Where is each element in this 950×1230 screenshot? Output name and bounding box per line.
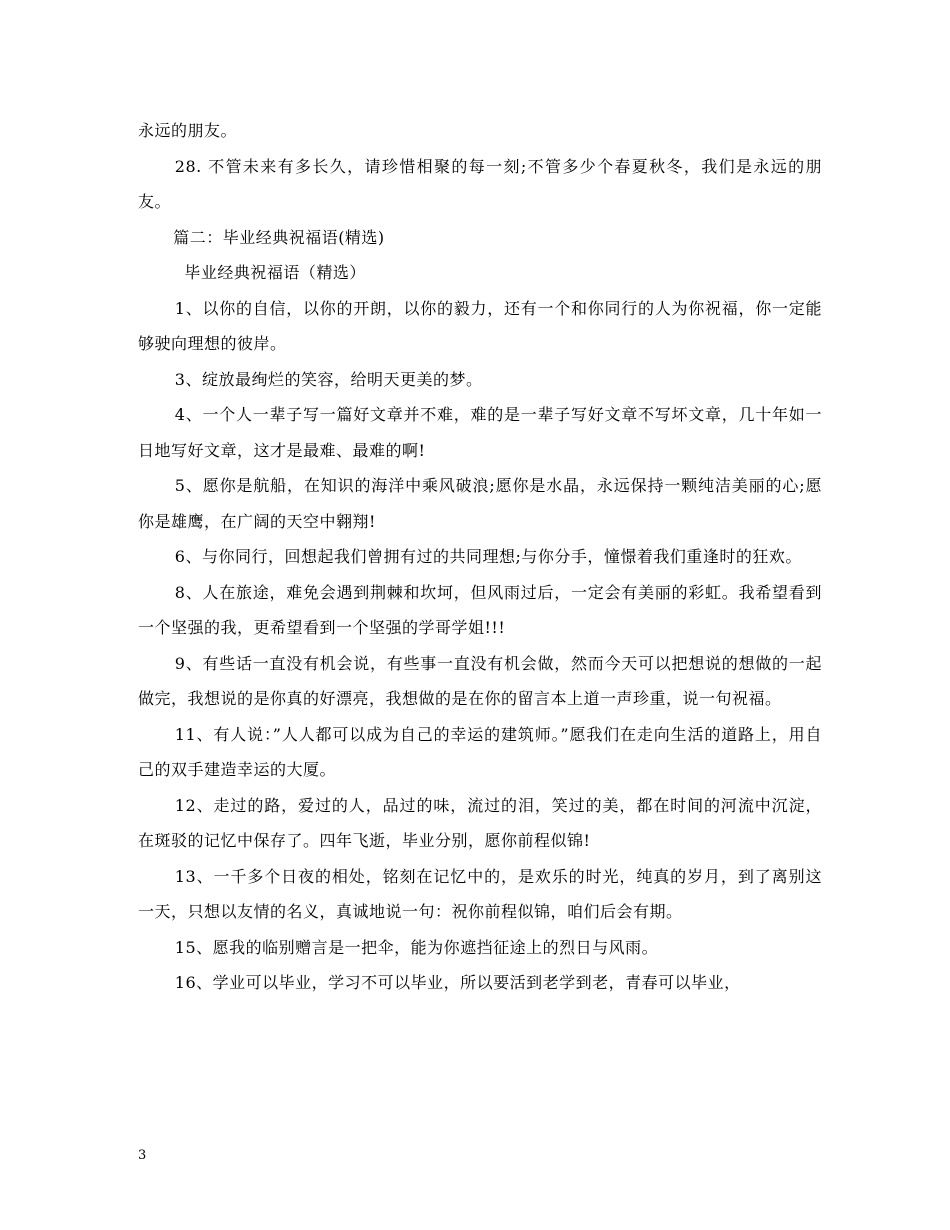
paragraph-item-12: 12、走过的路，爱过的人，品过的味，流过的泪，笑过的美，都在时间的河流中沉淀，在斑驳的记忆中保存了。四年飞逝，毕业分别，愿你前程似锦!: [138, 795, 822, 850]
paragraph-item-28: 28. 不管未来有多长久，请珍惜相聚的每一刻;不管多少个春夏秋冬，我们是永远的朋友。: [138, 156, 822, 211]
document-body: [138, 113, 822, 1001]
paragraph-item-5: 5、愿你是航船，在知识的海洋中乘风破浪;愿你是水晶，永远保持一颗纯洁美丽的心;愿你是雄鹰，在广阔的天空中翱翔!: [138, 476, 822, 531]
paragraph-item-16: 16、学业可以毕业，学习不可以毕业，所以要活到老学到老，青春可以毕业，: [174, 973, 741, 992]
paragraph-item-1: 1、以你的自信，以你的开朗，以你的毅力，还有一个和你同行的人为你祝福，你一定能够驶向理想的彼岸。: [138, 298, 822, 353]
paragraph-item-15: 15、愿我的临别赠言是一把伞，能为你遮挡征途上的烈日与风雨。: [174, 937, 659, 957]
paragraph-item-4: 4、一个人一辈子写一篇好文章并不难，难的是一辈子写好文章不写坏文章，几十年如一日地写好文章，这才是最难、最难的啊!: [138, 405, 822, 460]
paragraph-item-9: 9、有些话一直没有机会说，有些事一直没有机会做，然而今天可以把想说的想做的一起做完，我想说的是你真的好漂亮，我想做的是在你的留言本上道一声珍重，说一句祝福。: [138, 653, 822, 708]
paragraph-item-11: 11、有人说：”人人都可以成为自己的幸运的建筑师。”愿我们在走向生活的道路上，用自己的双手建造幸运的大厦。: [138, 724, 822, 779]
paragraph-item-6: 6、与你同行，回想起我们曾拥有过的共同理想;与你分手，憧憬着我们重逢时的狂欢。: [174, 547, 802, 566]
section-heading: 篇二：毕业经典祝福语(精选): [173, 227, 385, 247]
paragraph-item-8: 8、人在旅途，难免会遇到荆棘和坎坷，但风雨过后，一定会有美丽的彩虹。我希望看到一个坚强的我，更希望看到一个坚强的学哥学姐!!!: [138, 582, 822, 637]
paragraph-item-13: 13、一千多个日夜的相处，铭刻在记忆中的，是欢乐的时光，纯真的岁月，到了离别这一天，只想以友情的名义，真诚地说一句：祝你前程似锦，咱们后会有期。: [138, 866, 822, 921]
paragraph-continuation: 永远的朋友。: [138, 121, 238, 140]
page-number: 3: [138, 1148, 147, 1163]
section-subheading: 毕业经典祝福语（精选）: [184, 263, 366, 282]
paragraph-item-3: 3、绽放最绚烂的笑容，给明天更美的梦。: [174, 369, 483, 389]
